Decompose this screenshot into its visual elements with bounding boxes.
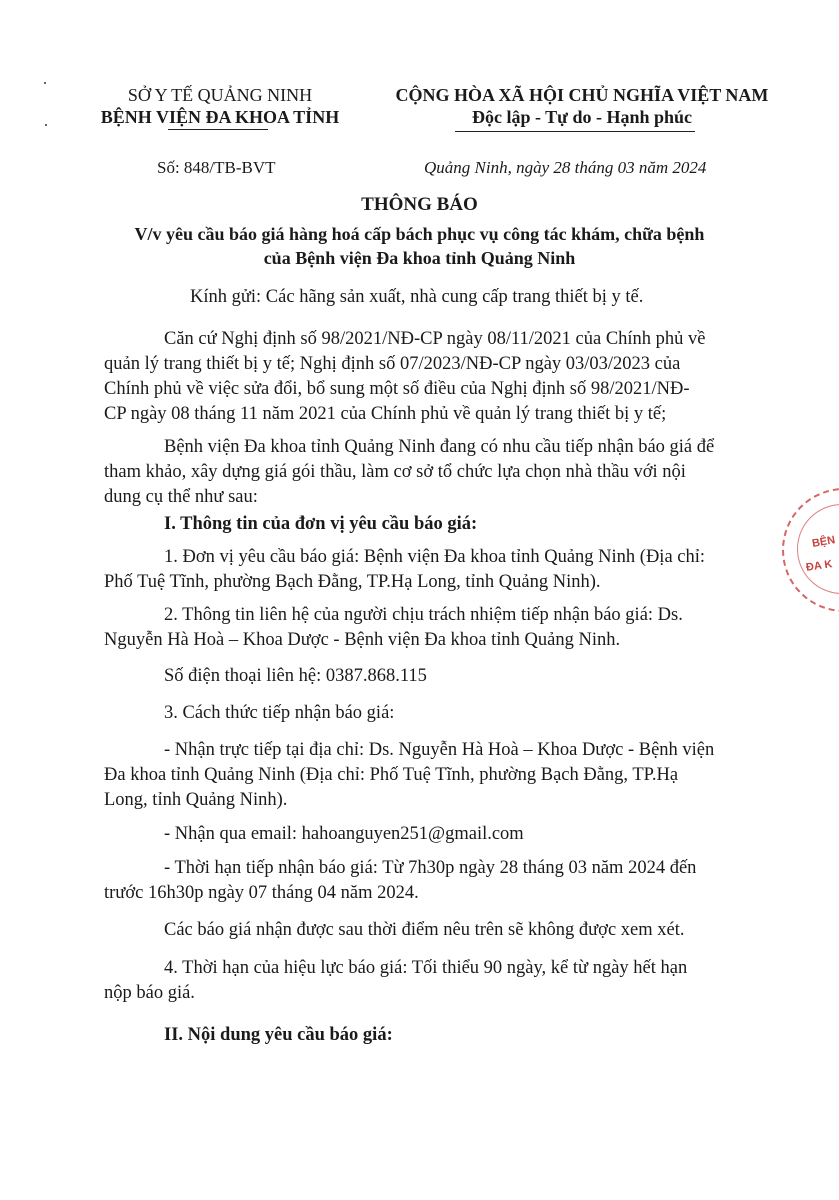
paragraph-line: Bệnh viện Đa khoa tỉnh Quảng Ninh đang có nhu cầu tiếp nhận báo giá để xyxy=(164,437,715,457)
deadline xyxy=(104,856,776,906)
issuer-block xyxy=(80,84,360,128)
document-number: Số: 848/TB-BVT xyxy=(157,158,276,177)
national-motto-block xyxy=(372,84,792,128)
notice-subject-line2: của Bệnh viện Đa khoa tỉnh Quảng Ninh xyxy=(263,248,576,268)
paragraph-line: - Thời hạn tiếp nhận báo giá: Từ 7h30p ngày 28 tháng 03 năm 2024 đến xyxy=(164,858,697,878)
scan-dot xyxy=(44,82,46,84)
stamp-text-1: BỆN xyxy=(811,534,837,550)
paragraph-line: Căn cứ Nghị định số 98/2021/NĐ-CP ngày 08/11/2021 của Chính phủ về xyxy=(164,329,706,349)
motto: Độc lập - Tự do - Hạnh phúc xyxy=(471,107,693,127)
stamp-text-2: ĐA K xyxy=(805,558,834,574)
section-heading-2: II. Nội dung yêu cầu báo giá: xyxy=(164,1025,393,1045)
late-note: Các báo giá nhận được sau thời điểm nêu trên sẽ không được xem xét. xyxy=(164,920,685,940)
issuer-hospital: BỆNH VIỆN ĐA KHOA TỈNH xyxy=(100,107,340,127)
paragraph-line: Long, tỉnh Quảng Ninh). xyxy=(104,790,288,810)
item-1 xyxy=(104,545,776,595)
legal-basis-paragraph xyxy=(104,327,776,427)
purpose-paragraph xyxy=(104,435,776,510)
paragraph-line: - Nhận trực tiếp tại địa chỉ: Ds. Nguyễn Hà Hoà – Khoa Dược - Bệnh viện xyxy=(164,740,715,760)
paragraph-line: 2. Thông tin liên hệ của người chịu trách nhiệm tiếp nhận báo giá: Ds. xyxy=(164,605,683,625)
paragraph-line: tham khảo, xây dựng giá gói thầu, làm cơ sở tổ chức lựa chọn nhà thầu với nội xyxy=(104,462,686,482)
paragraph-line: Phố Tuệ Tĩnh, phường Bạch Đằng, TP.Hạ Long, tỉnh Quảng Ninh). xyxy=(104,572,601,592)
issuer-underline xyxy=(168,129,268,130)
issuer-department: SỞ Y TẾ QUẢNG NINH xyxy=(127,85,313,105)
paragraph-line: trước 16h30p ngày 07 tháng 04 năm 2024. xyxy=(104,883,419,903)
motto-underline xyxy=(455,131,695,132)
item-3: 3. Cách thức tiếp nhận báo giá: xyxy=(164,703,395,723)
contact-phone: Số điện thoại liên hệ: 0387.868.115 xyxy=(164,666,427,686)
recipient: Kính gửi: Các hãng sản xuất, nhà cung cấp trang thiết bị y tế. xyxy=(190,287,644,307)
item-2 xyxy=(104,603,776,653)
section-heading-1: I. Thông tin của đơn vị yêu cầu báo giá: xyxy=(164,514,478,534)
paragraph-line: Chính phủ về việc sửa đổi, bổ sung một số điều của Nghị định số 98/2021/NĐ- xyxy=(104,379,690,399)
notice-title: THÔNG BÁO xyxy=(361,194,478,215)
paragraph-line: quản lý trang thiết bị y tế; Nghị định số 07/2023/NĐ-CP ngày 03/03/2023 của xyxy=(104,354,681,374)
paragraph-line: 4. Thời hạn của hiệu lực báo giá: Tối thiểu 90 ngày, kể từ ngày hết hạn xyxy=(164,958,688,978)
place-date: Quảng Ninh, ngày 28 tháng 03 năm 2024 xyxy=(424,158,707,177)
paragraph-line: nộp báo giá. xyxy=(104,983,195,1003)
paragraph-line: CP ngày 08 tháng 11 năm 2021 của Chính phủ về quản lý trang thiết bị y tế; xyxy=(104,404,667,424)
item-4 xyxy=(104,956,776,1006)
paragraph-line: 1. Đơn vị yêu cầu báo giá: Bệnh viện Đa khoa tỉnh Quảng Ninh (Địa chỉ: xyxy=(164,547,706,567)
paragraph-line: Đa khoa tỉnh Quảng Ninh (Địa chỉ: Phố Tuệ Tĩnh, phường Bạch Đằng, TP.Hạ xyxy=(104,765,679,785)
paragraph-line: dung cụ thể như sau: xyxy=(104,487,258,507)
email-submission: - Nhận qua email: hahoanguyen251@gmail.com xyxy=(164,824,524,844)
scan-dot xyxy=(45,124,47,126)
paragraph-line: Nguyễn Hà Hoà – Khoa Dược - Bệnh viện Đa khoa tỉnh Quảng Ninh. xyxy=(104,630,621,650)
country-name: CỘNG HÒA XÃ HỘI CHỦ NGHĨA VIỆT NAM xyxy=(395,85,769,105)
notice-subject-line1: V/v yêu cầu báo giá hàng hoá cấp bách phục vụ công tác khám, chữa bệnh xyxy=(134,224,705,244)
direct-submission xyxy=(104,738,776,813)
